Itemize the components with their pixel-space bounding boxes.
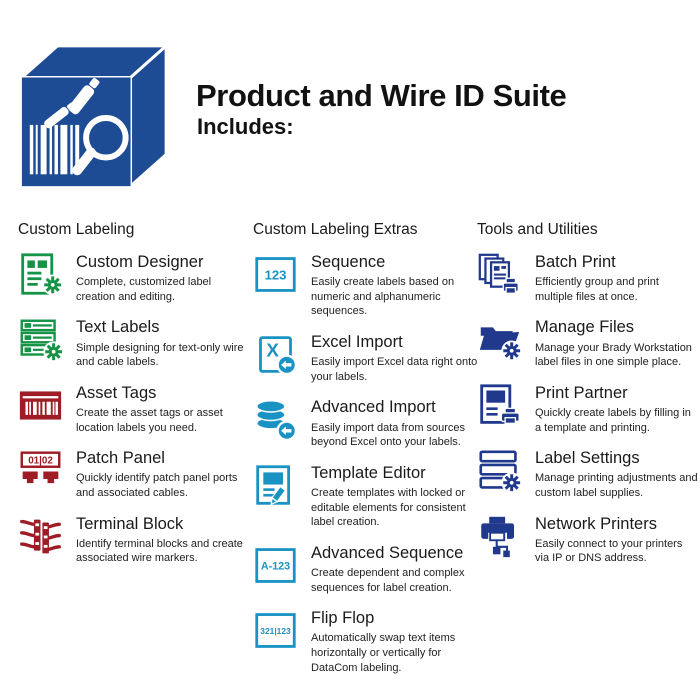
header [196,80,566,139]
column-title: Custom Labeling [18,221,135,238]
feature-item [18,317,250,369]
document-pencil-icon [253,463,298,508]
feature-desc: Easily create labels based on numeric and alphanumeric sequences. [311,276,455,318]
database-import-icon [253,397,298,442]
barcode-icon [30,125,79,174]
feature-title: Excel Import [311,333,403,352]
sequence-box-icon [253,252,298,297]
feature-desc: Easily import Excel data right onto your labels. [311,356,478,383]
feature-desc: Quickly create labels by filling in a template and printing. [535,406,691,434]
page-title: Product and Wire ID Suite [196,78,567,113]
feature-item [253,543,479,595]
feature-title: Advanced Sequence [311,543,464,562]
feature-title: Sequence [311,253,386,272]
feature-desc: Easily connect to your printers via IP or DNS address. [535,537,683,565]
feature-title: Custom Designer [76,253,204,272]
feature-title: Label Settings [535,449,640,468]
feature-item [18,448,250,500]
column-title: Tools and Utilities [477,221,598,238]
asset-tag-barcode-icon [18,383,63,428]
feature-desc: Create dependent and complex sequences for label creation. [311,567,465,594]
feature-item [477,252,699,304]
svg-text:A-123: A-123 [260,560,291,573]
patch-panel-ports-icon [18,448,63,493]
feature-desc: Easily import data from sources beyond Excel onto your labels. [311,421,466,449]
feature-columns [0,221,700,691]
feature-desc: Efficiently group and print multiple files at once. [535,276,659,303]
feature-title: Network Printers [535,514,657,533]
feature-item [18,514,250,566]
terminal-block-wires-icon [18,514,63,559]
svg-text:123: 123 [264,267,287,283]
svg-text:X: X [266,339,279,361]
document-gear-icon [18,252,63,297]
product-box-barcode-magnifier-logo [14,36,176,198]
feature-title: Advanced Import [311,398,436,417]
feature-item [253,463,479,530]
network-printer-icon [477,514,522,559]
feature-title: Patch Panel [76,449,165,468]
feature-item [253,332,479,384]
feature-item [477,317,699,369]
page-subtitle: Includes: [197,113,294,139]
feature-title: Manage Files [535,318,635,337]
flip-flop-box-icon [253,608,298,653]
feature-desc: Complete, customized label creation and editing. [76,276,212,303]
folder-gear-icon [477,317,522,362]
feature-item [18,252,250,304]
feature-title: Flip Flop [311,609,375,628]
feature-desc: Create the asset tags or asset location labels you need. [76,406,223,434]
feature-title: Terminal Block [76,514,184,533]
feature-desc: Manage your Brady Workstation label files in one simple place. [535,341,692,369]
feature-item [477,448,699,500]
feature-item [253,608,479,675]
label-rows-gear-icon [477,448,522,493]
svg-text:01|02: 01|02 [28,455,53,467]
column-tools-and-utilities [477,221,699,579]
feature-item [253,397,479,449]
document-printer-icon [477,383,522,428]
stacked-files-printer-icon [477,252,522,297]
feature-desc: Identify terminal blocks and create associated wire markers. [76,537,243,565]
feature-desc: Create templates with locked or editable elements for consistent label creation. [311,486,466,529]
column-custom-labeling [18,221,250,579]
feature-desc: Quickly identify patch panel ports and associated cables. [76,472,238,499]
feature-title: Batch Print [535,253,616,272]
feature-title: Text Labels [76,318,160,337]
feature-item [253,252,479,319]
feature-desc: Manage printing adjustments and custom label supplies. [535,472,698,499]
feature-item [477,514,699,566]
column-custom-labeling-extras [253,221,479,688]
advanced-sequence-box-icon [253,543,298,588]
column-title: Custom Labeling Extras [253,221,418,238]
feature-title: Print Partner [535,383,628,402]
feature-title: Template Editor [311,463,426,482]
excel-import-icon [253,332,298,377]
feature-item [18,383,250,435]
feature-desc: Simple designing for text-only wire and cable labels. [76,341,244,369]
svg-text:321|123: 321|123 [260,626,291,637]
feature-item [477,383,699,435]
feature-desc: Automatically swap text items horizontally or vertically for DataCom labeling. [311,632,456,674]
feature-title: Asset Tags [76,383,157,402]
text-labels-gear-icon [18,317,63,362]
